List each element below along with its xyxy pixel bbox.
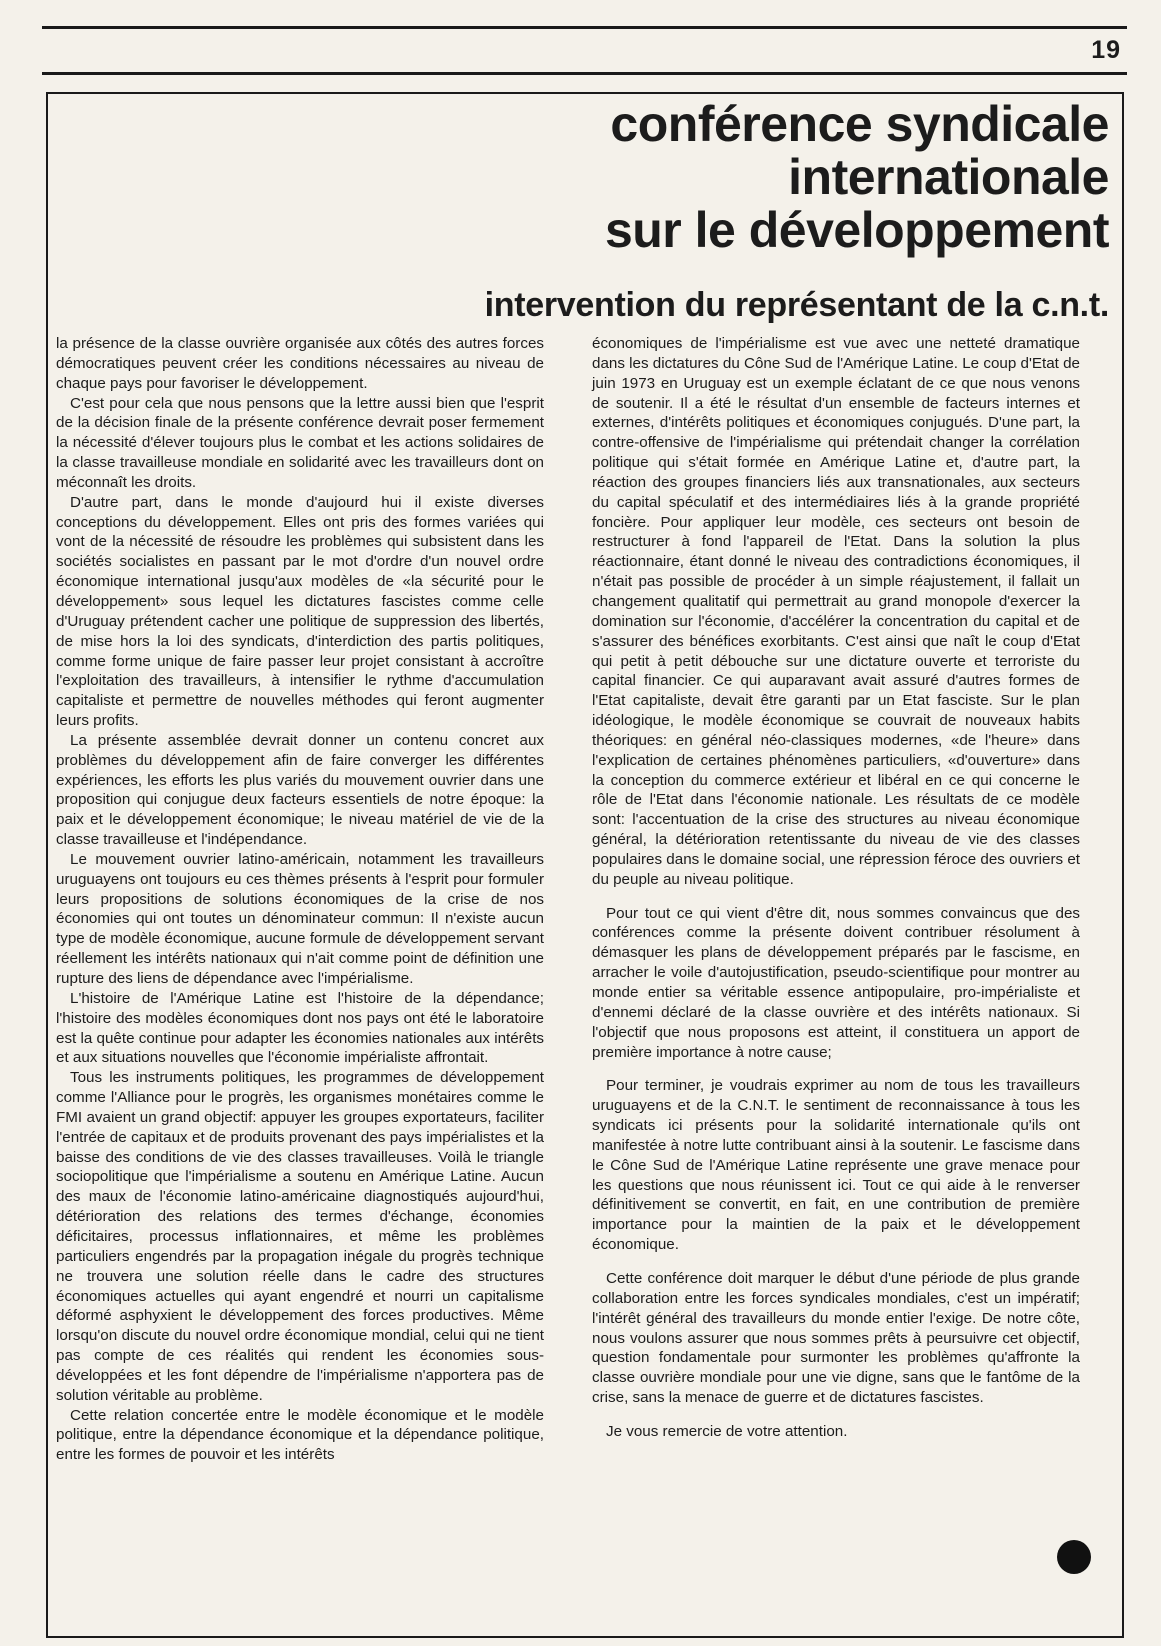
header-rule [42,72,1127,75]
paragraph: L'histoire de l'Amérique Latine est l'histoire de la dépendance; l'histoire des modèles économiques dont nos pays ont été le laboratoire est la quête continue pour adapter les économies nationales aux intérêts et aux situations nouvelles que l'économie impérialiste affrontait. [56,989,545,1067]
paragraph: C'est pour cela que nous pensons que la lettre aussi bien que l'esprit de la décision finale de la présente conférence devrait poser fermement la nécessité d'élever toujours plus le combat et les actions solidaires de la classe travailleuse mondiale en solidarité avec les travailleurs dont on méconnaît les droits. [56,394,544,491]
page-number: 19 [1091,36,1121,64]
paragraph: Le mouvement ouvrier latino-américain, notamment les travailleurs uruguayens ont toujours eu ces thèmes présents à l'esprit pour formuler leurs propositions de solutions économiques de la crise de nos économies qui ont toutes un dénominateur commun: Il n'existe aucun type de modèle économique, aucune formule de développement servant réellement les intérêts nationaux qui n'ait comme point de définition une rupture des liens de dépendance avec l'impérialisme. [56,850,544,987]
headline [605,98,1109,257]
paragraph: Tous les instruments politiques, les programmes de développement comme l'Alliance pour le progrès, les organismes monétaires comme le FMI avaient un grand objectif: appuyer les groupes exportateurs, faciliter l'entrée de capitaux et de produits provenant des pays impérialistes et la baisse des conditions de vie des classes travailleuses. Voilà le triangle sociopolitique que l'impérialisme a soutenu en Amérique Latine. Aucun des maux de l'économie latino-américaine diagnostiqués aujourd'hui, détérioration des relations des termes d'échange, économies déficitaires, processus inflationnaires, et même les problèmes particuliers engendrés par la propagation inégale du progrès technique ne trouvera une solution réelle dans le cadre des structures économiques actuelles qui ayant engendré et nourri un capitalisme déformé asphyxient le développement des forces productives. Même lorsqu'on discute du nouvel ordre économique mondial, celui qui ne tient pas compte de ces réalités qui rendent les économies sous-développées et les font dépendre de l'impérialisme n'apportera pas de solution véritable au problème. [56,1069,544,1404]
right-column [592,334,1080,1442]
headline-line: conférence syndicale [610,96,1109,152]
paragraph: La présente assemblée devrait donner un contenu concret aux problèmes du développement afin de faire converger les différentes expériences, les efforts les plus variés du mouvement ouvrier dans une proposition qui conjugue deux facteurs essentiels de notre époque: la paix et le développement économique; le niveau matériel de vie de la classe travailleuse et l'indépendance. [56,731,544,849]
end-of-article-dot [1057,1540,1091,1574]
headline-line: sur le développement [604,202,1109,258]
paragraph: la présence de la classe ouvrière organisée aux côtés des autres forces démocratiques peuvent créer les conditions nécessaires au niveau de chaque pays pour favoriser le développement. [56,335,544,392]
top-rule [42,26,1127,29]
headline-line: internationale [788,149,1109,205]
left-column [56,334,544,1465]
paragraph: Cette relation concertée entre le modèle économique et le modèle politique, entre la dépendance économique et la dépendance politique, entre les formes de pouvoir et les intérêts [56,1406,544,1464]
paragraph: Pour tout ce qui vient d'être dit, nous sommes convaincus que des conférences comme la présente doivent contribuer résolument à démasquer les plans de développement préparés par le fascisme, en arracher le voile d'autojustification, pseudo-scientifique pour montrer au monde entier sa véritable essence antipopulaire, pro-impérialiste et d'ennemi déclaré de la classe ouvrière et des intérêts nationaux. Si l'objectif que nous proposons est atteint, il constituera un apport de première importance à notre cause; [592,904,1080,1061]
paragraph: Cette conférence doit marquer le début d'une période de plus grande collaboration entre les forces syndicales mondiales, c'est un impératif; l'intérêt général des travailleurs du monde entier l'exige. De notre côte, nous voulons assurer que nous sommes prêts à peursuivre cet objectif, question fondamentale pour surmonter les problèmes qu'affronte la classe ouvrière mondiale pour une vie digne, sans que le fantôme de la crise, sans la menace de guerre et de dictatures fascistes. [592,1269,1080,1407]
paragraph: D'autre part, dans le monde d'aujourd hui il existe diverses conceptions du développement. Elles ont pris des formes variées qui vont de la nécessité de résoudre les problèmes qui subsistent dans les sociétés socialistes en passant par le mot d'ordre d'un nouvel ordre économique international jusqu'aux modèles de «la sécurité pour le développement» sous lequel les dictatures fascistes comme celle d'Uruguay prétendent cacher une politique de suppression des libertés, de mise hors la loi des syndicats, d'interdiction des partis politiques, comme forme unique de faire passer leur projet consistant à accroître l'exploitation des travailleurs, à intensifier le rythme d'accumulation capitaliste et permettre de nouvelles méthodes qui feront augmenter leurs profits. [56,493,544,730]
closing-line: Je vous remercie de votre attention. [606,1422,848,1440]
subtitle: intervention du représentant de la c.n.t. [484,286,1109,324]
paragraph: Pour terminer, je voudrais exprimer au nom de tous les travailleurs uruguayens et de la C.N.T. le sentiment de reconnaissance à tous les syndicats ici présents pour la solidarité internationale qu'ils ont manifestée à notre lutte contribuant ainsi à la soutenir. Le fascisme dans le Cône Sud de l'Amérique Latine représente une grave menace pour les questions que nous réunissent ici. Tout ce qui aide à le renverser définitivement se convertit, en fait, en une contribution de première importance pour la maintien de la paix et le développement économique. [592,1077,1080,1254]
paragraph: économiques de l'impérialisme est vue avec une netteté dramatique dans les dictatures du Cône Sud de l'Amérique Latine. Le coup d'Etat de juin 1973 en Uruguay est un exemple éclatant de ce que nous venons de soutenir. Il a été le résultat d'un ensemble de facteurs internes et externes, d'intérêts politiques et économiques conjugués. D'une part, la contre-offensive de l'impérialisme qui prétendait changer la corrélation politique qui s'était formée en Amérique Latine et, d'autre part, la réaction des groupes financiers liés aux transnationales, aux secteurs du capital spéculatif et des intermédiaires liés à la grande propriété foncière. Pour appliquer leur modèle, ces secteurs ont besoin de restructurer à fond l'appareil de l'Etat. Dans la solution la plus réactionnaire, étant donné le niveau des contradictions économiques, il n'était pas possible de procéder à un simple réajustement, il fallait un changement qualitatif qui permettrait au grand monopole d'exercer la domination sur l'économie, d'accélérer la concentration du capital et de s'assurer des bénéfices exorbitants. C'est ainsi que naît le coup d'Etat qui petit à petit débouche sur une dictature ouverte et terroriste du capital financier. Ce qui auparavant avait assuré d'autres formes de l'Etat capitaliste, devait être garanti par un Etat fasciste. Sur le plan idéologique, le modèle économique se couvrait de nouveaux habits théoriques: en général néo-classiques modernes, «de l'heure» dans l'explication de certaines phénomènes particuliers, «d'ouverture» dans la conception du commerce extérieur et libéral en ce qui concerne le rôle de l'Etat dans l'économie nationale. Les résultats de ce modèle sont: l'accentuation de la crise des structures au niveau économique général, la détérioration retentissante du niveau de vie des classes populaires dans le domaine social, une répression féroce des ouvriers et du peuple au niveau politique. [592,335,1080,888]
